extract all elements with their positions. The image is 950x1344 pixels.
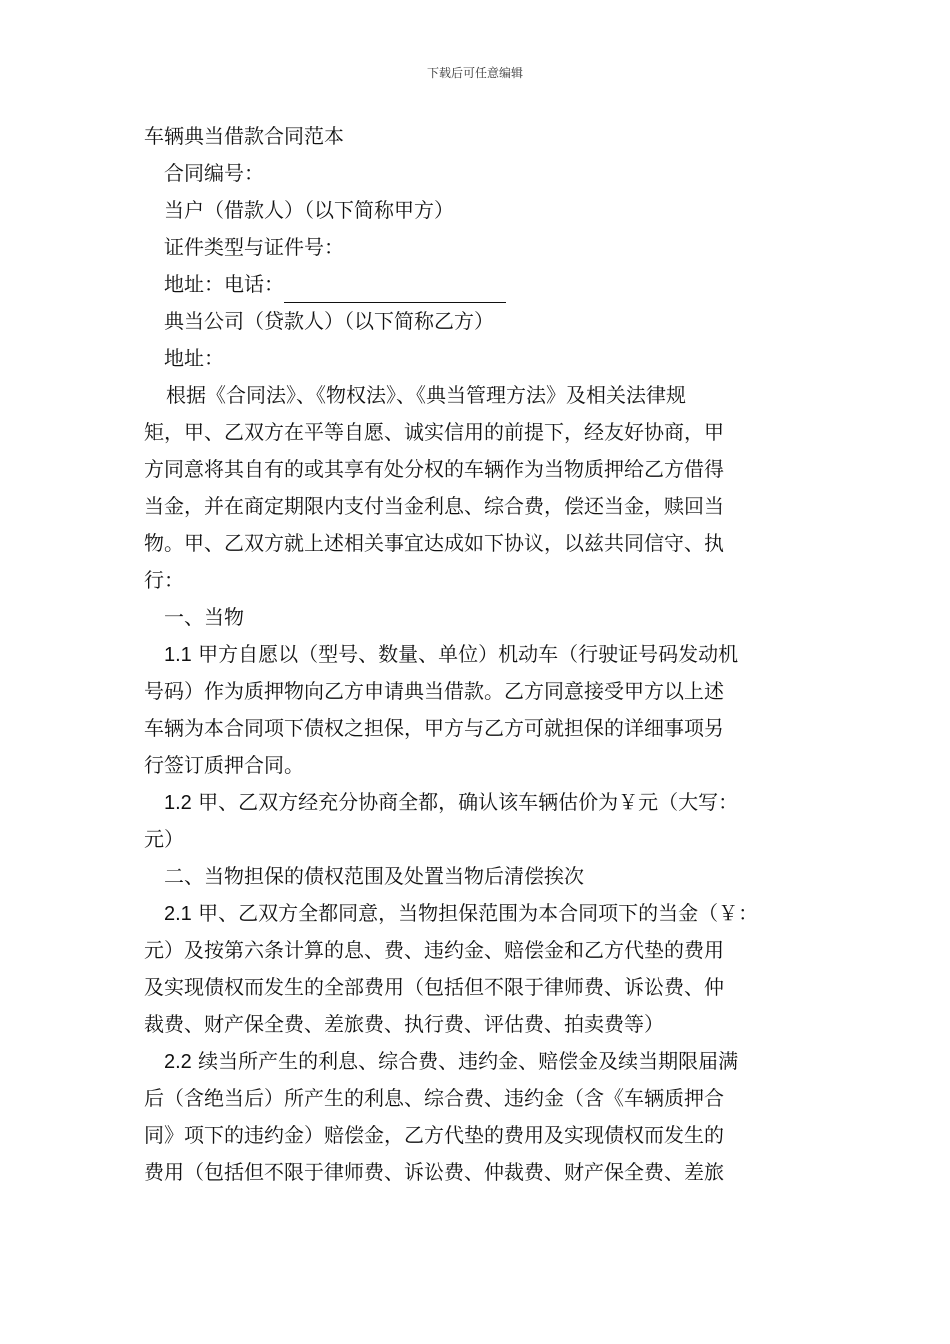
page-header: 下载后可任意编辑 xyxy=(426,66,523,80)
pawner-field: 当户（借款人）（以下简称甲方） xyxy=(164,198,454,222)
clause-line: 元）及按第六条计算的息、费、违约金、赔偿金和乙方代垫的费用 xyxy=(144,938,724,962)
clause-number: 1.2 xyxy=(164,792,192,814)
document-title: 车辆典当借款合同范本 xyxy=(144,124,344,148)
clause-number: 2.2 xyxy=(164,1051,192,1073)
address-phone-label: 地址：电话： xyxy=(164,272,284,296)
intro-line: 当金，并在商定期限内支付当金利息、综合费，偿还当金，赎回当 xyxy=(144,494,724,518)
pawnshop-field: 典当公司（贷款人）（以下简称乙方） xyxy=(164,309,494,333)
clause-line: 车辆为本合同项下债权之担保，甲方与乙方可就担保的详细事项另 xyxy=(144,716,724,740)
pawnshop-address-field: 地址： xyxy=(164,346,224,370)
intro-line: 根据《合同法》、《物权法》、《典当管理方法》及相关法律规 xyxy=(166,383,686,407)
clause-number: 1.1 xyxy=(164,644,192,666)
clause-text: 甲方自愿以（型号、数量、单位）机动车（行驶证号码发动机 xyxy=(198,642,739,666)
clause-1-1 xyxy=(144,636,810,673)
clause-number: 2.1 xyxy=(164,903,192,925)
clause-text: 续当所产生的利息、综合费、违约金、赔偿金及续当期限届满 xyxy=(198,1049,739,1073)
clause-1-2 xyxy=(144,784,810,821)
clause-2-1 xyxy=(144,895,810,932)
clause-line: 后（含绝当后）所产生的利息、综合费、违约金（含《车辆质押合 xyxy=(144,1086,724,1110)
intro-line: 方同意将其自有的或其享有处分权的车辆作为当物质押给乙方借得 xyxy=(144,457,724,481)
clause-text: 甲、乙双方经充分协商全都，确认该车辆估价为￥元（大写： xyxy=(198,790,739,814)
clause-line: 裁费、财产保全费、差旅费、执行费、评估费、拍卖费等） xyxy=(144,1012,664,1036)
section-heading-1: 一、当物 xyxy=(164,605,244,629)
clause-text: 甲、乙双方全都同意，当物担保范围为本合同项下的当金（￥： xyxy=(198,901,759,925)
document-body xyxy=(144,118,810,1191)
id-type-field: 证件类型与证件号： xyxy=(164,235,344,259)
intro-line: 物。甲、乙双方就上述相关事宜达成如下协议，以兹共同信守、执 xyxy=(144,531,724,555)
clause-line: 同》项下的违约金）赔偿金，乙方代垫的费用及实现债权而发生的 xyxy=(144,1123,724,1147)
phone-blank-line xyxy=(284,276,506,303)
address-phone-field xyxy=(144,266,810,303)
intro-line: 矩，甲、乙双方在平等自愿、诚实信用的前提下，经友好协商，甲 xyxy=(144,420,724,444)
clause-line: 号码）作为质押物向乙方申请典当借款。乙方同意接受甲方以上述 xyxy=(144,679,724,703)
intro-line: 行： xyxy=(144,568,184,592)
section-heading-2: 二、当物担保的债权范围及处置当物后清偿挨次 xyxy=(164,864,584,888)
clause-2-2 xyxy=(144,1043,810,1080)
clause-line: 及实现债权而发生的全部费用（包括但不限于律师费、诉讼费、仲 xyxy=(144,975,724,999)
contract-number-field: 合同编号： xyxy=(164,161,264,185)
clause-line: 元） xyxy=(144,827,184,851)
clause-line: 行签订质押合同。 xyxy=(144,753,304,777)
clause-line: 费用（包括但不限于律师费、诉讼费、仲裁费、财产保全费、差旅 xyxy=(144,1160,724,1184)
